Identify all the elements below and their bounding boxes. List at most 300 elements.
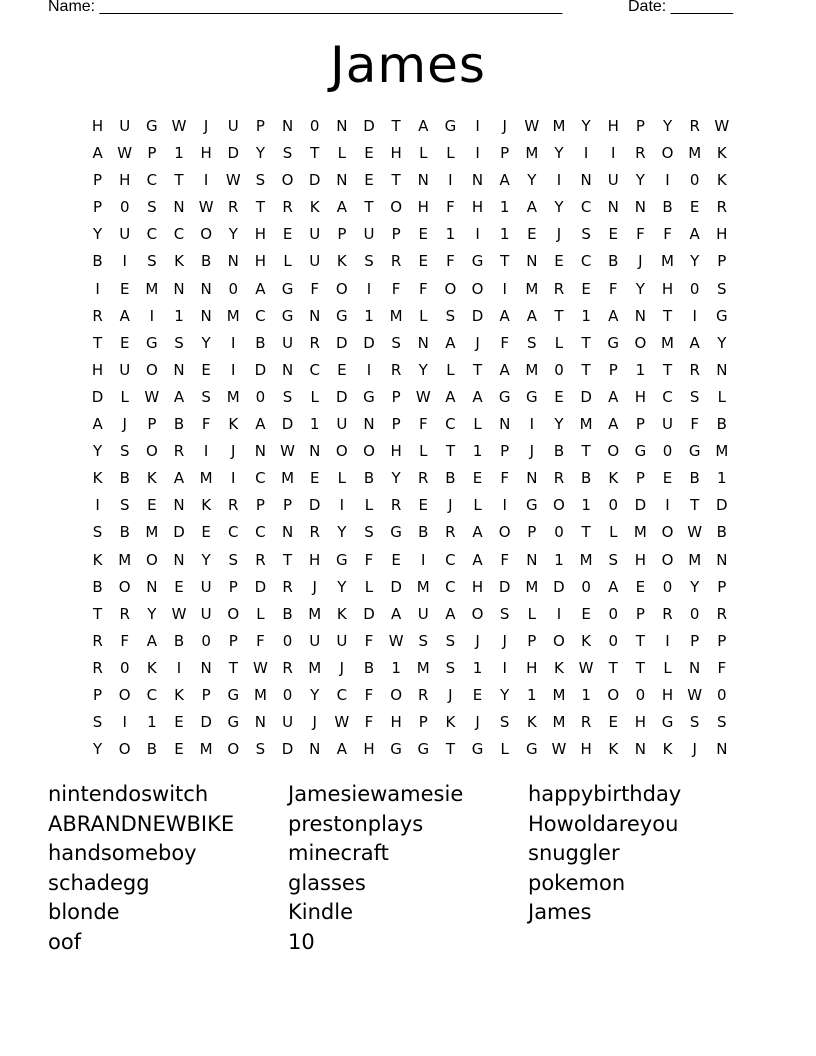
grid-cell[interactable]: I bbox=[556, 171, 562, 190]
grid-cell[interactable]: U bbox=[662, 415, 674, 434]
grid-cell[interactable]: A bbox=[526, 306, 537, 325]
grid-cell[interactable]: H bbox=[634, 387, 647, 406]
grid-cell[interactable]: A bbox=[92, 144, 103, 163]
grid-cell[interactable]: E bbox=[689, 198, 700, 217]
grid-cell[interactable]: L bbox=[364, 496, 374, 515]
grid-cell[interactable]: R bbox=[553, 279, 565, 298]
grid-cell[interactable]: L bbox=[473, 415, 482, 434]
grid-cell[interactable]: P bbox=[147, 415, 157, 434]
grid-cell[interactable]: M bbox=[552, 713, 566, 732]
grid-cell[interactable]: A bbox=[445, 604, 456, 623]
grid-cell[interactable]: C bbox=[580, 198, 592, 217]
grid-cell[interactable]: N bbox=[200, 306, 212, 325]
grid-cell[interactable]: H bbox=[254, 225, 267, 244]
grid-cell[interactable]: S bbox=[228, 550, 239, 569]
grid-cell[interactable]: I bbox=[421, 550, 426, 569]
grid-cell[interactable]: G bbox=[336, 550, 348, 569]
grid-cell[interactable]: K bbox=[608, 469, 619, 488]
grid-cell[interactable]: I bbox=[231, 469, 236, 488]
grid-cell[interactable]: S bbox=[119, 442, 130, 461]
grid-cell[interactable]: K bbox=[146, 469, 157, 488]
grid-cell[interactable]: W bbox=[524, 117, 540, 135]
grid-cell[interactable]: D bbox=[227, 144, 240, 163]
grid-cell[interactable]: L bbox=[419, 442, 428, 461]
grid-cell[interactable]: P bbox=[337, 225, 347, 244]
grid-cell[interactable]: A bbox=[173, 387, 185, 406]
grid-cell[interactable]: J bbox=[312, 713, 317, 732]
grid-cell[interactable]: N bbox=[200, 658, 212, 677]
grid-cell[interactable]: C bbox=[146, 225, 158, 244]
grid-cell[interactable]: 1 bbox=[472, 658, 483, 677]
grid-cell[interactable]: N bbox=[309, 442, 321, 461]
grid-cell[interactable]: 1 bbox=[635, 360, 646, 379]
grid-cell[interactable]: P bbox=[255, 496, 265, 515]
grid-cell[interactable]: N bbox=[281, 117, 294, 135]
grid-cell[interactable]: 1 bbox=[581, 685, 591, 704]
grid-cell[interactable]: D bbox=[580, 387, 592, 406]
grid-cell[interactable]: B bbox=[146, 740, 157, 759]
grid-cell[interactable]: F bbox=[120, 631, 130, 650]
grid-cell[interactable]: T bbox=[228, 658, 238, 677]
grid-cell[interactable]: J bbox=[448, 496, 453, 515]
grid-cell[interactable]: O bbox=[661, 523, 674, 542]
grid-cell[interactable]: T bbox=[174, 171, 184, 190]
grid-cell[interactable]: E bbox=[472, 685, 483, 704]
grid-cell[interactable]: O bbox=[118, 740, 131, 759]
grid-cell[interactable]: J bbox=[122, 415, 127, 434]
grid-cell[interactable]: O bbox=[661, 144, 674, 163]
grid-cell[interactable]: K bbox=[716, 144, 727, 163]
grid-cell[interactable]: L bbox=[609, 523, 618, 542]
grid-cell[interactable]: I bbox=[231, 333, 236, 352]
grid-cell[interactable]: R bbox=[119, 604, 130, 623]
grid-cell[interactable]: H bbox=[716, 225, 728, 244]
grid-cell[interactable]: D bbox=[471, 306, 484, 325]
grid-cell[interactable]: R bbox=[635, 144, 646, 163]
grid-cell[interactable]: T bbox=[635, 658, 645, 677]
grid-cell[interactable]: E bbox=[662, 469, 673, 488]
grid-cell[interactable]: S bbox=[174, 333, 184, 352]
grid-cell[interactable]: P bbox=[608, 360, 618, 379]
grid-cell[interactable]: T bbox=[662, 306, 673, 325]
grid-cell[interactable]: A bbox=[608, 577, 619, 596]
grid-cell[interactable]: S bbox=[147, 198, 157, 217]
grid-cell[interactable]: J bbox=[475, 333, 480, 352]
grid-cell[interactable]: O bbox=[553, 631, 565, 650]
grid-cell[interactable]: M bbox=[281, 469, 295, 488]
grid-cell[interactable]: I bbox=[475, 117, 480, 135]
grid-cell[interactable]: S bbox=[445, 631, 456, 650]
grid-cell[interactable]: A bbox=[499, 360, 510, 379]
date-field[interactable]: Date: _______ bbox=[628, 0, 733, 15]
grid-cell[interactable]: A bbox=[255, 279, 266, 298]
grid-cell[interactable]: K bbox=[554, 658, 564, 677]
grid-cell[interactable]: M bbox=[525, 279, 539, 298]
grid-cell[interactable]: Y bbox=[527, 171, 537, 190]
grid-cell[interactable]: M bbox=[525, 144, 539, 163]
grid-cell[interactable]: G bbox=[336, 306, 348, 325]
grid-cell[interactable]: E bbox=[418, 252, 428, 271]
grid-cell[interactable]: A bbox=[472, 550, 483, 569]
grid-cell[interactable]: M bbox=[389, 306, 403, 325]
grid-cell[interactable]: K bbox=[526, 713, 537, 732]
grid-cell[interactable]: G bbox=[471, 252, 484, 271]
grid-cell[interactable]: E bbox=[174, 713, 184, 732]
grid-cell[interactable]: C bbox=[336, 685, 348, 704]
grid-cell[interactable]: P bbox=[391, 387, 401, 406]
grid-cell[interactable]: N bbox=[417, 333, 429, 352]
grid-cell[interactable]: G bbox=[715, 306, 728, 325]
grid-cell[interactable]: O bbox=[471, 604, 484, 623]
grid-cell[interactable]: B bbox=[173, 415, 185, 434]
grid-cell[interactable]: I bbox=[339, 496, 345, 515]
grid-cell[interactable]: H bbox=[417, 198, 429, 217]
grid-cell[interactable]: O bbox=[390, 198, 403, 217]
grid-cell[interactable]: I bbox=[692, 306, 697, 325]
grid-cell[interactable]: E bbox=[309, 469, 320, 488]
grid-cell[interactable]: W bbox=[198, 198, 214, 217]
grid-cell[interactable]: O bbox=[390, 685, 403, 704]
grid-cell[interactable]: I bbox=[203, 442, 209, 461]
grid-cell[interactable]: P bbox=[391, 415, 401, 434]
grid-cell[interactable]: P bbox=[635, 415, 645, 434]
grid-cell[interactable]: I bbox=[122, 252, 127, 271]
grid-cell[interactable]: M bbox=[579, 550, 593, 569]
grid-cell[interactable]: I bbox=[366, 279, 372, 298]
grid-cell[interactable]: A bbox=[390, 604, 402, 623]
grid-cell[interactable]: E bbox=[337, 360, 347, 379]
grid-cell[interactable]: T bbox=[92, 604, 103, 623]
grid-cell[interactable]: K bbox=[309, 198, 320, 217]
grid-cell[interactable]: R bbox=[390, 252, 402, 271]
grid-cell[interactable]: C bbox=[255, 469, 266, 488]
grid-cell[interactable]: R bbox=[255, 550, 266, 569]
grid-cell[interactable]: S bbox=[92, 523, 103, 542]
grid-cell[interactable]: 0 bbox=[119, 658, 130, 677]
grid-cell[interactable]: R bbox=[228, 198, 239, 217]
grid-cell[interactable]: C bbox=[580, 252, 592, 271]
grid-cell[interactable]: A bbox=[689, 333, 700, 352]
grid-cell[interactable]: W bbox=[415, 387, 431, 406]
grid-cell[interactable]: C bbox=[146, 685, 158, 704]
grid-cell[interactable]: I bbox=[203, 171, 209, 190]
grid-cell[interactable]: I bbox=[95, 279, 100, 298]
grid-cell[interactable]: P bbox=[93, 198, 103, 217]
grid-cell[interactable]: L bbox=[446, 144, 455, 163]
grid-cell[interactable]: L bbox=[337, 469, 347, 488]
grid-cell[interactable]: D bbox=[173, 523, 185, 542]
grid-cell[interactable]: E bbox=[527, 225, 537, 244]
grid-cell[interactable]: Y bbox=[581, 117, 591, 135]
grid-cell[interactable]: Y bbox=[690, 577, 700, 596]
grid-cell[interactable]: I bbox=[556, 604, 562, 623]
grid-cell[interactable]: D bbox=[336, 333, 348, 352]
grid-cell[interactable]: S bbox=[119, 496, 130, 515]
grid-cell[interactable]: M bbox=[688, 144, 702, 163]
grid-cell[interactable]: C bbox=[445, 550, 456, 569]
grid-cell[interactable]: 1 bbox=[174, 144, 184, 163]
grid-cell[interactable]: R bbox=[92, 306, 103, 325]
grid-cell[interactable]: E bbox=[581, 604, 591, 623]
grid-cell[interactable]: R bbox=[716, 604, 728, 623]
grid-cell[interactable]: F bbox=[256, 631, 265, 650]
grid-cell[interactable]: F bbox=[391, 279, 401, 298]
grid-cell[interactable]: H bbox=[309, 550, 321, 569]
grid-cell[interactable]: I bbox=[665, 496, 670, 515]
grid-cell[interactable]: I bbox=[502, 279, 507, 298]
grid-cell[interactable]: S bbox=[581, 225, 591, 244]
grid-cell[interactable]: 1 bbox=[174, 306, 184, 325]
grid-cell[interactable]: N bbox=[607, 198, 619, 217]
grid-cell[interactable]: Y bbox=[92, 740, 103, 759]
grid-cell[interactable]: P bbox=[147, 144, 157, 163]
grid-cell[interactable]: G bbox=[526, 496, 538, 515]
grid-cell[interactable]: 0 bbox=[554, 523, 564, 542]
grid-cell[interactable]: B bbox=[119, 523, 130, 542]
grid-cell[interactable]: Y bbox=[92, 442, 103, 461]
grid-cell[interactable]: O bbox=[335, 279, 348, 298]
grid-cell[interactable]: S bbox=[364, 252, 374, 271]
grid-cell[interactable]: C bbox=[255, 306, 266, 325]
grid-cell[interactable]: Y bbox=[391, 469, 401, 488]
grid-cell[interactable]: U bbox=[119, 360, 131, 379]
grid-cell[interactable]: A bbox=[255, 415, 266, 434]
grid-cell[interactable]: L bbox=[364, 577, 374, 596]
grid-cell[interactable]: 0 bbox=[581, 577, 591, 596]
grid-cell[interactable]: N bbox=[309, 740, 321, 759]
grid-cell[interactable]: W bbox=[225, 171, 241, 190]
grid-cell[interactable]: S bbox=[147, 252, 157, 271]
grid-cell[interactable]: L bbox=[554, 333, 564, 352]
grid-cell[interactable]: E bbox=[119, 279, 130, 298]
grid-cell[interactable]: C bbox=[173, 225, 185, 244]
grid-cell[interactable]: 0 bbox=[201, 631, 211, 650]
grid-cell[interactable]: Y bbox=[92, 225, 103, 244]
grid-cell[interactable]: U bbox=[363, 225, 375, 244]
grid-cell[interactable]: B bbox=[363, 469, 375, 488]
grid-cell[interactable]: G bbox=[417, 740, 430, 759]
grid-cell[interactable]: P bbox=[527, 631, 537, 650]
grid-cell[interactable]: M bbox=[661, 252, 674, 271]
grid-cell[interactable]: N bbox=[173, 496, 185, 515]
grid-cell[interactable]: E bbox=[364, 171, 374, 190]
grid-cell[interactable]: O bbox=[553, 496, 565, 515]
grid-cell[interactable]: O bbox=[661, 550, 674, 569]
grid-cell[interactable]: 0 bbox=[228, 279, 239, 298]
grid-cell[interactable]: F bbox=[418, 415, 428, 434]
grid-cell[interactable]: H bbox=[471, 577, 484, 596]
grid-cell[interactable]: A bbox=[173, 469, 185, 488]
grid-cell[interactable]: F bbox=[500, 333, 509, 352]
grid-cell[interactable]: E bbox=[147, 496, 157, 515]
grid-cell[interactable]: P bbox=[418, 713, 428, 732]
grid-cell[interactable]: L bbox=[310, 387, 319, 406]
grid-cell[interactable]: P bbox=[93, 171, 103, 190]
grid-cell[interactable]: H bbox=[580, 740, 592, 759]
grid-cell[interactable]: S bbox=[255, 171, 266, 190]
grid-cell[interactable]: G bbox=[363, 387, 375, 406]
grid-cell[interactable]: E bbox=[201, 523, 211, 542]
grid-cell[interactable]: 0 bbox=[608, 604, 619, 623]
grid-cell[interactable]: F bbox=[364, 713, 374, 732]
grid-cell[interactable]: M bbox=[633, 523, 647, 542]
grid-cell[interactable]: N bbox=[526, 469, 538, 488]
grid-cell[interactable]: G bbox=[281, 279, 294, 298]
grid-cell[interactable]: L bbox=[717, 387, 726, 406]
grid-cell[interactable]: A bbox=[146, 631, 157, 650]
grid-cell[interactable]: Y bbox=[635, 171, 645, 190]
grid-cell[interactable]: W bbox=[714, 117, 730, 135]
grid-cell[interactable]: P bbox=[283, 496, 293, 515]
grid-cell[interactable]: Y bbox=[418, 360, 428, 379]
grid-cell[interactable]: P bbox=[717, 252, 727, 271]
grid-cell[interactable]: O bbox=[335, 442, 348, 461]
grid-cell[interactable]: R bbox=[689, 117, 700, 135]
grid-cell[interactable]: S bbox=[282, 144, 293, 163]
grid-cell[interactable]: H bbox=[634, 550, 647, 569]
grid-cell[interactable]: D bbox=[553, 577, 565, 596]
grid-cell[interactable]: H bbox=[634, 713, 647, 732]
grid-cell[interactable]: S bbox=[527, 333, 537, 352]
grid-cell[interactable]: G bbox=[390, 740, 402, 759]
grid-cell[interactable]: N bbox=[363, 415, 375, 434]
grid-cell[interactable]: J bbox=[448, 685, 453, 704]
grid-cell[interactable]: I bbox=[502, 658, 507, 677]
grid-cell[interactable]: T bbox=[472, 360, 483, 379]
grid-cell[interactable]: D bbox=[200, 713, 212, 732]
grid-cell[interactable]: W bbox=[117, 144, 133, 163]
grid-cell[interactable]: F bbox=[446, 252, 455, 271]
grid-cell[interactable]: U bbox=[607, 171, 619, 190]
grid-cell[interactable]: R bbox=[228, 496, 239, 515]
grid-cell[interactable]: T bbox=[255, 198, 265, 217]
grid-cell[interactable]: G bbox=[146, 117, 158, 135]
grid-cell[interactable]: W bbox=[687, 523, 703, 542]
grid-cell[interactable]: O bbox=[444, 279, 457, 298]
grid-cell[interactable]: K bbox=[92, 469, 103, 488]
grid-cell[interactable]: E bbox=[635, 577, 646, 596]
grid-cell[interactable]: J bbox=[638, 252, 643, 271]
grid-cell[interactable]: O bbox=[471, 279, 484, 298]
grid-cell[interactable]: I bbox=[475, 144, 480, 163]
grid-cell[interactable]: J bbox=[203, 117, 209, 135]
grid-cell[interactable]: E bbox=[201, 360, 211, 379]
grid-cell[interactable]: 0 bbox=[608, 496, 619, 515]
grid-cell[interactable]: N bbox=[336, 117, 348, 135]
grid-cell[interactable]: J bbox=[312, 577, 317, 596]
grid-cell[interactable]: 1 bbox=[527, 685, 537, 704]
grid-cell[interactable]: T bbox=[445, 740, 455, 759]
grid-cell[interactable]: W bbox=[551, 740, 567, 759]
grid-cell[interactable]: I bbox=[176, 658, 182, 677]
grid-cell[interactable]: K bbox=[174, 685, 184, 704]
grid-cell[interactable]: 0 bbox=[662, 577, 673, 596]
grid-cell[interactable]: T bbox=[445, 442, 455, 461]
grid-cell[interactable]: M bbox=[253, 685, 267, 704]
grid-cell[interactable]: H bbox=[471, 198, 484, 217]
grid-cell[interactable]: 1 bbox=[391, 658, 401, 677]
grid-cell[interactable]: F bbox=[690, 415, 699, 434]
grid-cell[interactable]: U bbox=[119, 117, 131, 135]
grid-cell[interactable]: M bbox=[525, 577, 539, 596]
grid-cell[interactable]: T bbox=[690, 496, 700, 515]
grid-cell[interactable]: Y bbox=[554, 415, 564, 434]
grid-cell[interactable]: F bbox=[500, 469, 509, 488]
grid-cell[interactable]: C bbox=[662, 387, 673, 406]
grid-cell[interactable]: U bbox=[309, 252, 321, 271]
grid-cell[interactable]: B bbox=[92, 577, 103, 596]
grid-cell[interactable]: N bbox=[281, 523, 294, 542]
grid-cell[interactable]: K bbox=[92, 550, 103, 569]
grid-cell[interactable]: D bbox=[91, 387, 104, 406]
grid-cell[interactable]: M bbox=[579, 415, 593, 434]
grid-cell[interactable]: K bbox=[716, 171, 727, 190]
grid-cell[interactable]: M bbox=[552, 117, 566, 135]
grid-cell[interactable]: 0 bbox=[255, 387, 266, 406]
grid-cell[interactable]: L bbox=[283, 252, 292, 271]
grid-cell[interactable]: R bbox=[580, 713, 592, 732]
grid-cell[interactable]: T bbox=[500, 252, 510, 271]
grid-cell[interactable]: E bbox=[119, 333, 130, 352]
grid-cell[interactable]: I bbox=[502, 496, 507, 515]
grid-cell[interactable]: 1 bbox=[581, 306, 591, 325]
grid-cell[interactable]: P bbox=[527, 523, 537, 542]
grid-cell[interactable]: F bbox=[310, 279, 320, 298]
grid-cell[interactable]: H bbox=[91, 360, 104, 379]
grid-cell[interactable]: 0 bbox=[689, 279, 700, 298]
grid-cell[interactable]: K bbox=[336, 252, 347, 271]
grid-cell[interactable]: J bbox=[475, 713, 480, 732]
grid-cell[interactable]: M bbox=[308, 658, 322, 677]
grid-cell[interactable]: O bbox=[634, 333, 647, 352]
grid-cell[interactable]: G bbox=[281, 306, 294, 325]
grid-cell[interactable]: T bbox=[92, 333, 103, 352]
grid-cell[interactable]: E bbox=[174, 577, 184, 596]
grid-cell[interactable]: P bbox=[635, 117, 645, 135]
grid-cell[interactable]: N bbox=[580, 171, 592, 190]
grid-cell[interactable]: O bbox=[363, 442, 375, 461]
grid-cell[interactable]: 0 bbox=[119, 198, 130, 217]
grid-cell[interactable]: P bbox=[717, 631, 727, 650]
grid-cell[interactable]: L bbox=[337, 144, 347, 163]
grid-cell[interactable]: R bbox=[282, 198, 293, 217]
grid-cell[interactable]: B bbox=[445, 469, 456, 488]
grid-cell[interactable]: W bbox=[171, 604, 187, 623]
grid-cell[interactable]: F bbox=[364, 685, 374, 704]
grid-cell[interactable]: K bbox=[146, 658, 157, 677]
grid-cell[interactable]: N bbox=[471, 171, 484, 190]
grid-cell[interactable]: K bbox=[662, 740, 673, 759]
grid-cell[interactable]: D bbox=[308, 496, 321, 515]
grid-cell[interactable]: B bbox=[119, 469, 130, 488]
grid-cell[interactable]: F bbox=[201, 415, 211, 434]
grid-cell[interactable]: S bbox=[418, 631, 429, 650]
grid-cell[interactable]: G bbox=[634, 442, 647, 461]
grid-cell[interactable]: H bbox=[363, 740, 375, 759]
letter-grid[interactable] bbox=[84, 113, 735, 763]
grid-cell[interactable]: T bbox=[364, 198, 374, 217]
grid-cell[interactable]: E bbox=[418, 496, 428, 515]
grid-cell[interactable]: J bbox=[502, 631, 507, 650]
grid-cell[interactable]: G bbox=[498, 387, 511, 406]
grid-cell[interactable]: M bbox=[525, 360, 539, 379]
grid-cell[interactable]: P bbox=[690, 631, 700, 650]
grid-cell[interactable]: N bbox=[634, 740, 646, 759]
grid-cell[interactable]: I bbox=[95, 496, 100, 515]
grid-cell[interactable]: T bbox=[581, 523, 591, 542]
grid-cell[interactable]: S bbox=[92, 713, 103, 732]
grid-cell[interactable]: L bbox=[527, 604, 536, 623]
